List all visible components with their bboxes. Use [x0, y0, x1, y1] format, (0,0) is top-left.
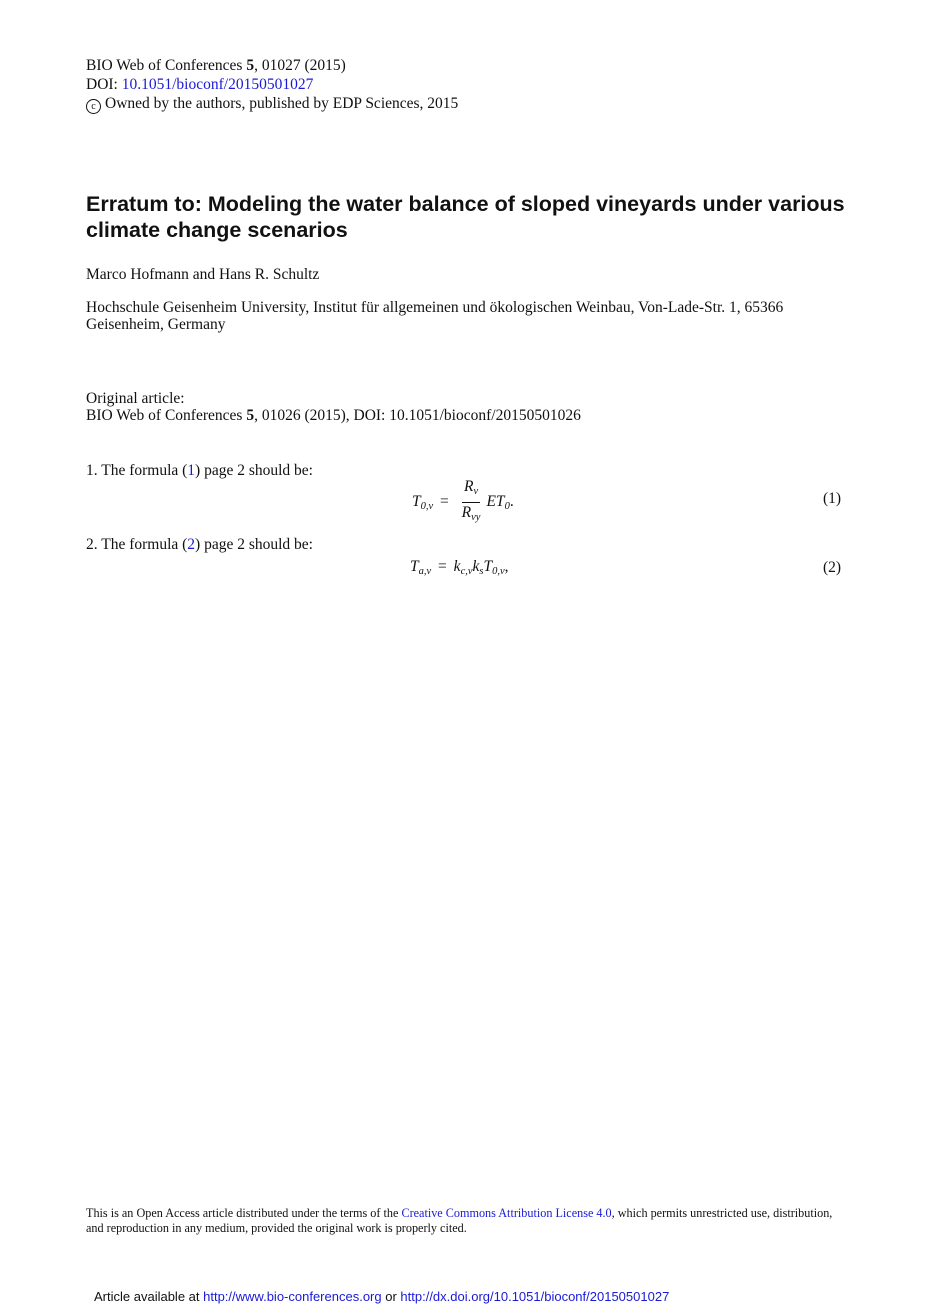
license-link[interactable]: Creative Commons Attribution License 4.0	[401, 1206, 612, 1220]
eq1-num-symbol: R	[464, 478, 474, 495]
correction-2-prefix: 2. The formula (	[86, 536, 188, 553]
journal-citation	[86, 56, 346, 75]
original-article-citation	[86, 407, 581, 425]
availability-or: or	[381, 1289, 401, 1304]
license-text-before: This is an Open Access article distributed under the terms of the	[86, 1206, 402, 1220]
eq1-rhs-symbol: ET	[486, 493, 505, 511]
correction-2-text	[86, 536, 313, 554]
eq1-denominator	[460, 503, 483, 526]
eq1-end: .	[509, 493, 514, 511]
eq2-k1-symbol: k	[453, 558, 461, 575]
original-journal-details: , 01026 (2015), DOI: 10.1051/bioconf/20150501026	[254, 407, 581, 424]
correction-1-text	[86, 462, 313, 480]
authors: Marco Hofmann and Hans R. Schultz	[86, 266, 320, 283]
eq2-t-sub: 0,v	[492, 566, 505, 577]
equation-2	[410, 558, 509, 577]
original-article-label: Original article:	[86, 390, 185, 407]
doi-label: DOI:	[86, 76, 122, 93]
eq2-k1-sub: c,v	[460, 566, 473, 577]
correction-1-prefix: 1. The formula (	[86, 462, 188, 479]
equation-2-ref-link[interactable]: 2	[187, 536, 196, 553]
affiliation-line-2: Geisenheim, Germany	[86, 316, 226, 333]
copyright-icon: c	[86, 99, 101, 114]
eq1-num-sub: v	[473, 486, 479, 497]
eq1-equals: =	[440, 493, 449, 511]
license-text-after: , which permits unrestricted use, distribution, and reproduction in any medium, provided the original work is properly cited.	[86, 1206, 833, 1235]
eq1-rhs-sub: 0	[504, 501, 510, 513]
article-title: Erratum to: Modeling the water balance of sloped vineyards under various climate change scenarios	[86, 192, 845, 242]
eq2-k2-symbol: k	[472, 558, 480, 575]
journal-volume: 5	[246, 57, 255, 74]
equation-1-number: (1)	[823, 490, 842, 507]
eq2-lhs-sub: a,v	[418, 566, 432, 577]
eq1-lhs-sub: 0,v	[420, 501, 434, 513]
journal-name: BIO Web of Conferences	[86, 57, 247, 74]
eq2-equals: =	[438, 558, 447, 575]
eq2-end: ,	[504, 558, 509, 575]
affiliation-line-1: Hochschule Geisenheim University, Institut für allgemeinen und ökologischen Weinbau, Von-Lade-Str. 1, 65366	[86, 299, 784, 316]
original-journal-volume: 5	[246, 407, 255, 424]
equation-2-number: (2)	[823, 559, 842, 576]
eq2-t-symbol: T	[483, 558, 493, 575]
copyright-text: Owned by the authors, published by EDP Sciences, 2015	[105, 95, 459, 112]
journal-website-link[interactable]: http://www.bio-conferences.org	[203, 1289, 382, 1304]
correction-1-suffix: ) page 2 should be:	[195, 462, 313, 479]
equation-1	[412, 479, 514, 526]
eq2-k2-sub: s	[479, 566, 484, 577]
doi-line	[86, 75, 313, 94]
eq1-fraction	[460, 479, 483, 526]
journal-article-number: , 01027 (2015)	[254, 57, 346, 74]
original-journal-name: BIO Web of Conferences	[86, 407, 247, 424]
copyright-line	[86, 94, 458, 114]
correction-2-suffix: ) page 2 should be:	[195, 536, 313, 553]
license-notice	[86, 1206, 851, 1236]
eq2-lhs-symbol: T	[410, 558, 419, 575]
eq1-den-symbol: R	[461, 504, 472, 521]
doi-url-link[interactable]: http://dx.doi.org/10.1051/bioconf/20150501027	[400, 1289, 670, 1304]
doi-link[interactable]: 10.1051/bioconf/20150501027	[121, 76, 314, 93]
eq1-numerator	[462, 479, 480, 503]
availability-label: Article available at	[94, 1289, 204, 1304]
eq1-den-sub: vy	[471, 512, 481, 523]
article-availability	[94, 1289, 669, 1304]
equation-1-ref-link[interactable]: 1	[187, 462, 196, 479]
eq1-lhs-symbol: T	[412, 493, 421, 511]
